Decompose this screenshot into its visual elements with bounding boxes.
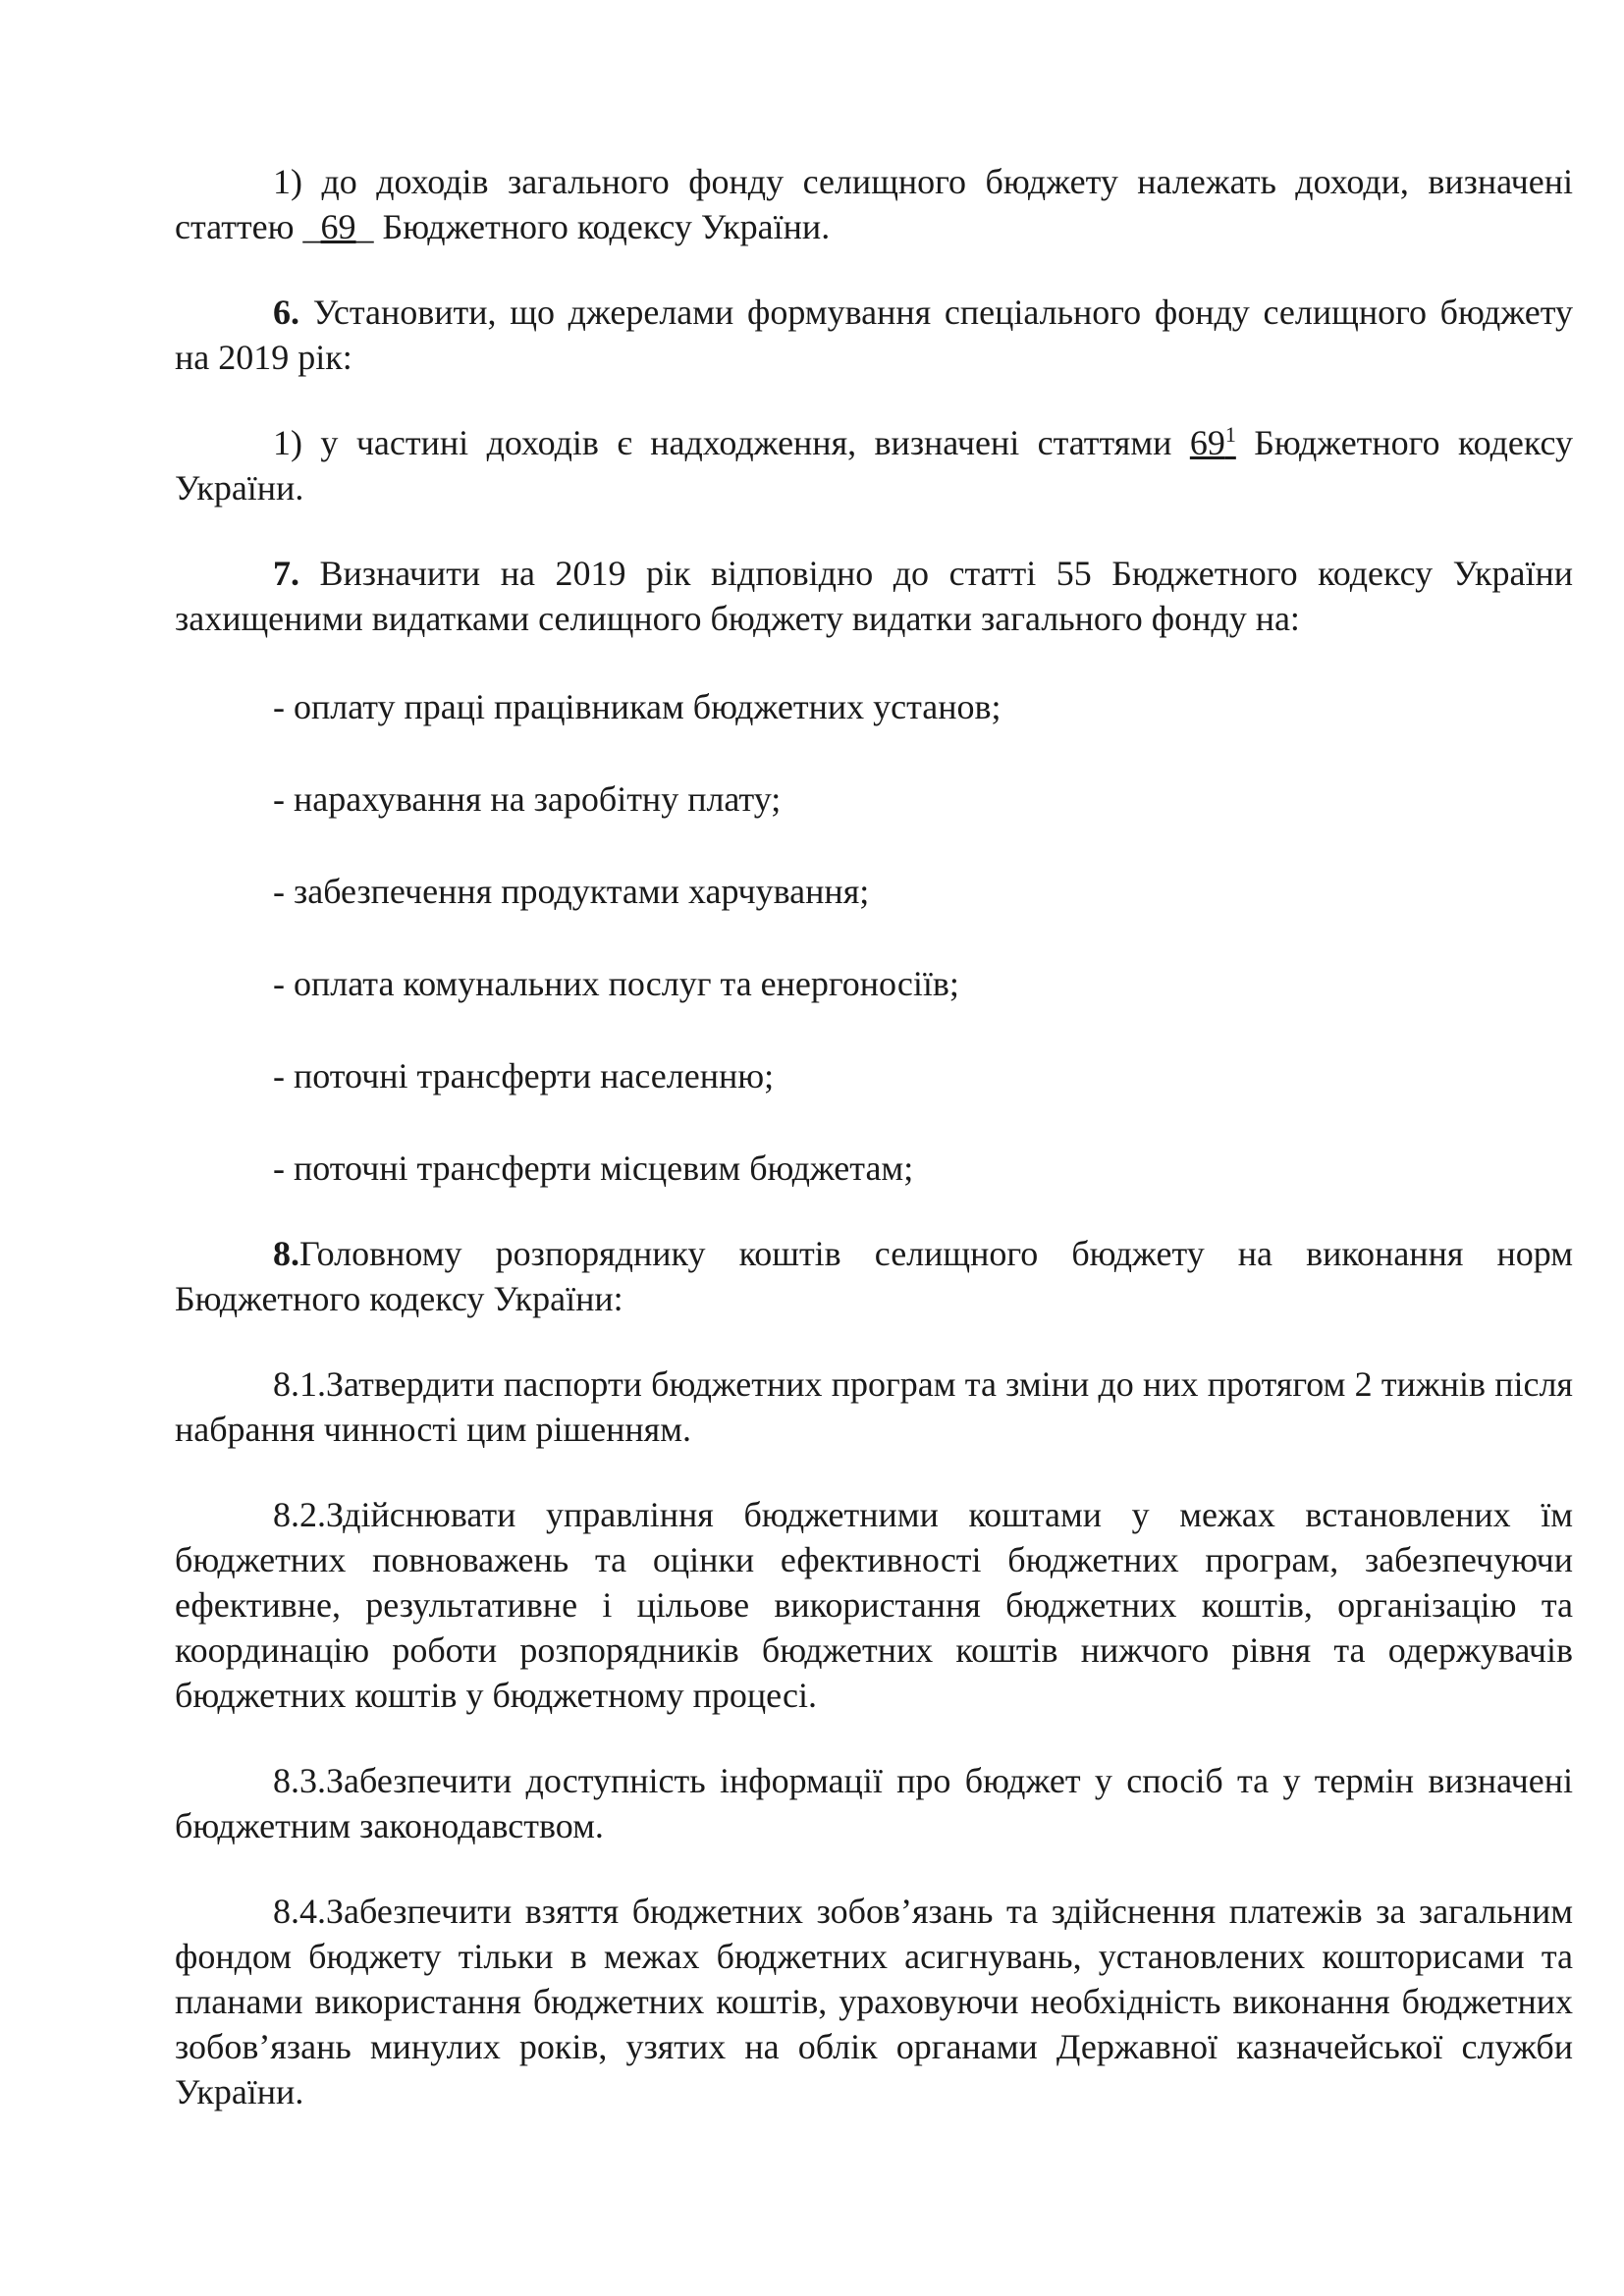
paragraph-6-number: 6.	[273, 293, 299, 332]
paragraph-7	[175, 551, 1573, 641]
article-reference-number: 69	[1189, 423, 1225, 462]
document-page	[175, 159, 1573, 2155]
paragraph-8-2: 8.2.Здійснювати управління бюджетними коштами у межах встановлених їм бюджетних повноважень та оцінки ефективності бюджетних програм, забезпечуючи ефективне, результативне і цільове використання бюджетних коштів, організацію та координацію роботи розпорядників бюджетних коштів нижчого рівня та одержувачів бюджетних коштів у бюджетному процесі.	[175, 1495, 1573, 1715]
protected-expense-item: - поточні трансферти населенню;	[273, 1056, 775, 1095]
paragraph-7-text: Визначити на 2019 рік відповідно до статті 55 Бюджетного кодексу України захищеними видатками селищного бюджету видатки загального фонду на:	[175, 554, 1573, 638]
protected-expense-item: - поточні трансферти місцевим бюджетам;	[273, 1148, 914, 1188]
paragraph-6-text: Установити, що джерелами формування спеціального фонду селищного бюджету на 2019 рік:	[175, 293, 1573, 377]
protected-expense-item: - оплату праці працівникам бюджетних установ;	[273, 687, 1001, 726]
article-reference-superscript: 1	[1224, 422, 1236, 447]
paragraph-6-1-text-end: Бюджетного кодексу України.	[175, 423, 1573, 507]
article-reference-69-1	[1190, 423, 1236, 462]
paragraph-5-1-text: 1) до доходів загального фонду селищного бюджету належать доходи, визначені статтею _	[175, 162, 1573, 246]
paragraph-6-1-text: 1) у частині доходів є надходження, визначені статтями	[273, 423, 1190, 462]
paragraph-8-4: 8.4.Забезпечити взяття бюджетних зобов’язань та здійснення платежів за загальним фондом бюджету тільки в межах бюджетних асигнувань, установлених кошторисами та планами використання бюджетних коштів, ураховуючи необхідність виконання бюджетних зобов’язань минулих років, узятих на облік органами Державної казначейської служби України.	[175, 1892, 1573, 2111]
paragraph-7-number: 7.	[273, 554, 299, 593]
paragraph-6	[175, 290, 1573, 380]
paragraph-8	[175, 1231, 1573, 1321]
paragraph-8-number: 8.	[273, 1234, 299, 1273]
paragraph-6-1	[175, 420, 1573, 510]
paragraph-5-1-text-end: _ Бюджетного кодексу України.	[355, 207, 831, 246]
protected-expense-item: - оплата комунальних послуг та енергоносіїв;	[273, 964, 959, 1003]
protected-expense-item: - нарахування на заробітну плату;	[273, 779, 782, 819]
paragraph-8-1: 8.1.Затвердити паспорти бюджетних програм та зміни до них протягом 2 тижнів після набрання чинності цим рішенням.	[175, 1364, 1573, 1449]
paragraph-8-3: 8.3.Забезпечити доступність інформації про бюджет у спосіб та у термін визначені бюджетним законодавством.	[175, 1761, 1573, 1845]
article-reference-69: 69	[320, 207, 356, 246]
paragraph-5-1	[175, 159, 1573, 249]
paragraph-8-text: Головному розпоряднику коштів селищного бюджету на виконання норм Бюджетного кодексу України:	[175, 1234, 1573, 1318]
protected-expense-item: - забезпечення продуктами харчування;	[273, 872, 870, 911]
